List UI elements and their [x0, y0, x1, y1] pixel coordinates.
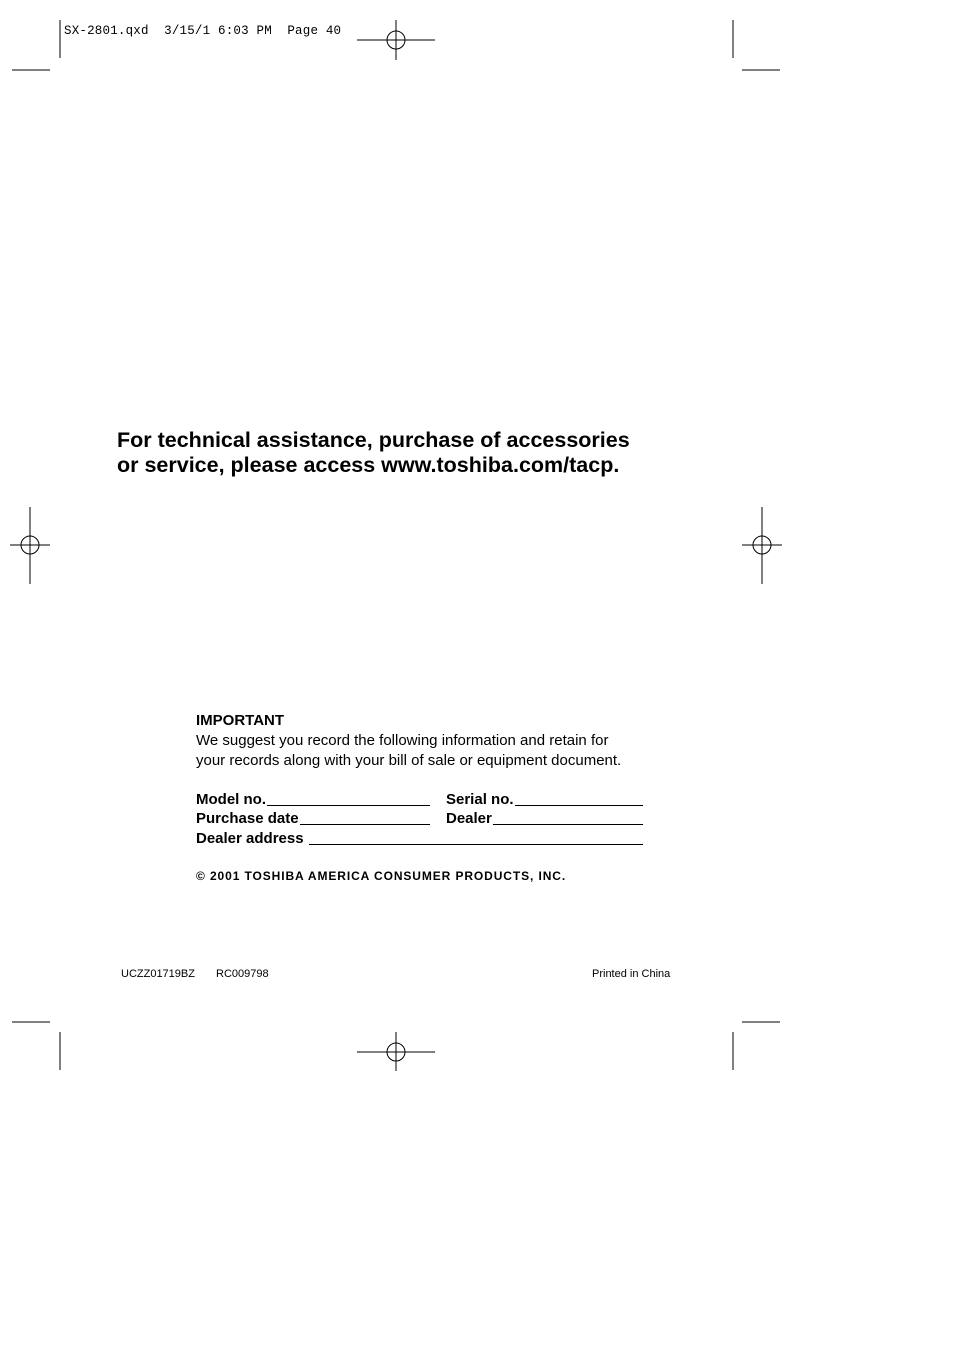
important-title: IMPORTANT [196, 712, 285, 729]
copyright-notice: © 2001 TOSHIBA AMERICA CONSUMER PRODUCTS, INC. [196, 869, 567, 883]
registration-mark-top [357, 20, 435, 60]
serial-no-label: Serial no. [446, 791, 514, 808]
registration-mark-right [742, 507, 782, 584]
registration-mark-left [10, 507, 50, 584]
dealer-field[interactable] [446, 807, 643, 827]
purchase-date-field[interactable] [196, 807, 430, 827]
purchase-date-line [300, 824, 430, 825]
dealer-address-line [309, 844, 643, 845]
printed-in-label: Printed in China [592, 968, 671, 980]
important-notice [196, 711, 666, 771]
important-line-1: We suggest you record the following information and retain for [196, 732, 609, 749]
file-slug: SX-2801.qxd 3/15/1 6:03 PM Page 40 [64, 24, 342, 38]
model-no-label: Model no. [196, 791, 266, 808]
model-no-line [267, 805, 430, 806]
headline-line-2: or service, please access www.toshiba.com/tacp. [117, 453, 620, 477]
dealer-line [493, 824, 643, 825]
registration-mark-bottom [357, 1032, 435, 1071]
dealer-address-label: Dealer address [196, 830, 304, 847]
footer-codes [121, 968, 287, 980]
serial-no-field[interactable] [446, 788, 643, 808]
assistance-headline [117, 428, 737, 478]
part-code: UCZZ01719BZ [121, 968, 195, 980]
serial-no-line [515, 805, 643, 806]
purchase-date-label: Purchase date [196, 810, 299, 827]
dealer-address-field[interactable] [196, 827, 643, 847]
important-body [196, 731, 666, 771]
headline-line-1: For technical assistance, purchase of accessories [117, 428, 630, 452]
important-line-2: your records along with your bill of sale or equipment document. [196, 752, 622, 769]
dealer-label: Dealer [446, 810, 492, 827]
model-no-field[interactable] [196, 788, 430, 808]
print-code: RC009798 [216, 968, 269, 980]
